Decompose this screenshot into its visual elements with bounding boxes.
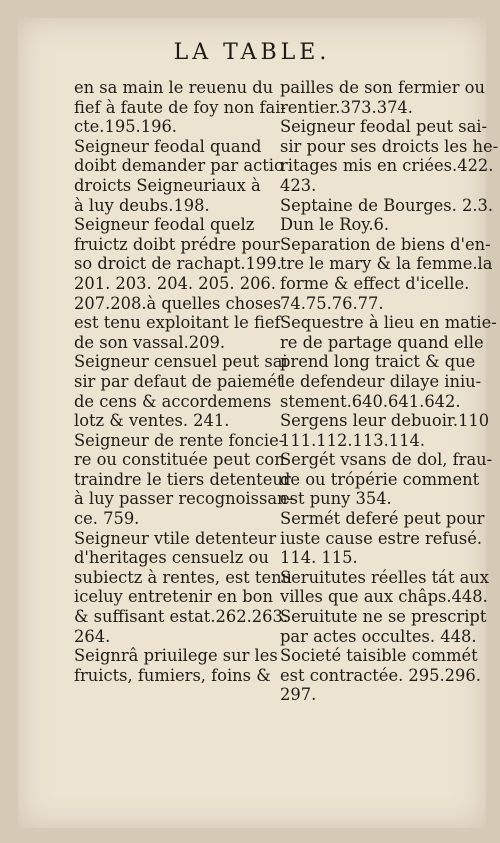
index-line: le defendeur dilaye iniu-	[280, 371, 482, 391]
index-line: forme & effect d'icelle.	[280, 273, 470, 293]
index-line: Seignrâ priuilege sur les	[74, 646, 278, 666]
index-line: de ou trópérie comment	[280, 469, 480, 489]
index-line: so droict de rachapt.199.	[74, 254, 282, 274]
index-line: 111.112.113.114.	[280, 430, 426, 450]
index-line: iuste cause estre refusé.	[280, 528, 483, 548]
index-line: ce. 759.	[74, 509, 140, 529]
index-line: en sa main le reuenu du	[74, 78, 274, 97]
index-line: subiectz à rentes, est tenu	[74, 567, 293, 587]
index-line: Septaine de Bourges. 2.3.	[280, 195, 494, 215]
index-line: Sequestre à lieu en matie-	[280, 313, 497, 333]
index-line: prend long traict & que	[280, 352, 476, 372]
page-header: LA TABLE.	[173, 40, 331, 65]
right-column	[280, 78, 499, 705]
book-page	[18, 18, 499, 828]
index-line: 207.208.à quelles choses	[74, 293, 282, 313]
index-line: Sergens leur debuoir.110	[280, 411, 490, 431]
index-line: rentier.373.374.	[280, 97, 413, 117]
index-line: fruicts, fumiers, foins &	[74, 665, 271, 685]
index-line: fruictz doibt prédre pour	[74, 234, 280, 254]
index-line: Seigneur censuel peut sai	[74, 352, 288, 372]
index-line: re de partage quand elle	[280, 332, 484, 352]
index-line: Sermét deferé peut pour	[280, 509, 485, 529]
index-line: stement.640.641.642.	[280, 391, 461, 411]
index-line: par actes occultes. 448.	[280, 626, 477, 646]
index-line: est tenu exploitant le fief	[74, 313, 281, 333]
index-line: à luy deubs.198.	[74, 195, 210, 215]
index-line: ritages mis en criées.422.	[280, 156, 494, 176]
index-line: Seruitutes réelles tát aux	[280, 567, 489, 587]
index-line: Seigneur feodal quelz	[74, 215, 255, 235]
index-line: droicts Seigneuriaux à	[74, 175, 261, 195]
index-line: pailles de son fermier ou	[280, 78, 485, 97]
index-line: Separation de biens d'en-	[280, 234, 491, 254]
index-line: à luy passer recognoissan-	[74, 489, 294, 509]
index-line: 264.	[74, 626, 111, 646]
index-line: Seigneur feodal quand	[74, 136, 262, 156]
index-line: lotz & ventes. 241.	[74, 411, 230, 431]
index-line: 114. 115.	[280, 548, 358, 568]
index-line: de son vassal.209.	[74, 332, 226, 352]
index-line: Seigneur de rente foncie-	[74, 430, 285, 450]
index-line: d'heritages censuelz ou	[74, 548, 269, 568]
index-line: de cens & accordemens	[74, 391, 272, 411]
index-line: traindre le tiers detenteur	[74, 469, 291, 489]
index-line: est puny 354.	[280, 489, 392, 509]
index-line: Seruitute ne se prescript	[280, 607, 487, 627]
left-column	[74, 78, 294, 685]
index-line: 423.	[280, 175, 317, 195]
index-line: Societé taisible commét	[280, 646, 478, 666]
index-line: fief à faute de foy non fai-	[74, 97, 286, 117]
index-line: sir par defaut de paiemét	[74, 371, 284, 391]
index-line: Dun le Roy.6.	[280, 215, 390, 235]
index-line: & suffisant estat.262.263.	[74, 607, 289, 627]
index-line: Sergét vsans de dol, frau-	[280, 450, 493, 470]
index-line: cte.195.196.	[74, 117, 177, 137]
index-line: tre le mary & la femme.la	[280, 254, 493, 274]
index-line: iceluy entretenir en bon	[74, 587, 273, 607]
index-line: Seigneur vtile detenteur	[74, 528, 277, 548]
index-line: sir pour ses droicts les he-	[280, 136, 499, 156]
index-line: villes que aux châps.448.	[280, 587, 488, 607]
index-line: doibt demander par actio	[74, 156, 284, 176]
index-line: est contractée. 295.296.	[280, 665, 481, 685]
index-line: 201. 203. 204. 205. 206.	[74, 273, 276, 293]
index-line: Seigneur feodal peut sai-	[280, 117, 487, 137]
index-line: re ou constituée peut con	[74, 450, 285, 470]
index-line: 297.	[280, 685, 317, 705]
index-line: 74.75.76.77.	[280, 293, 384, 313]
